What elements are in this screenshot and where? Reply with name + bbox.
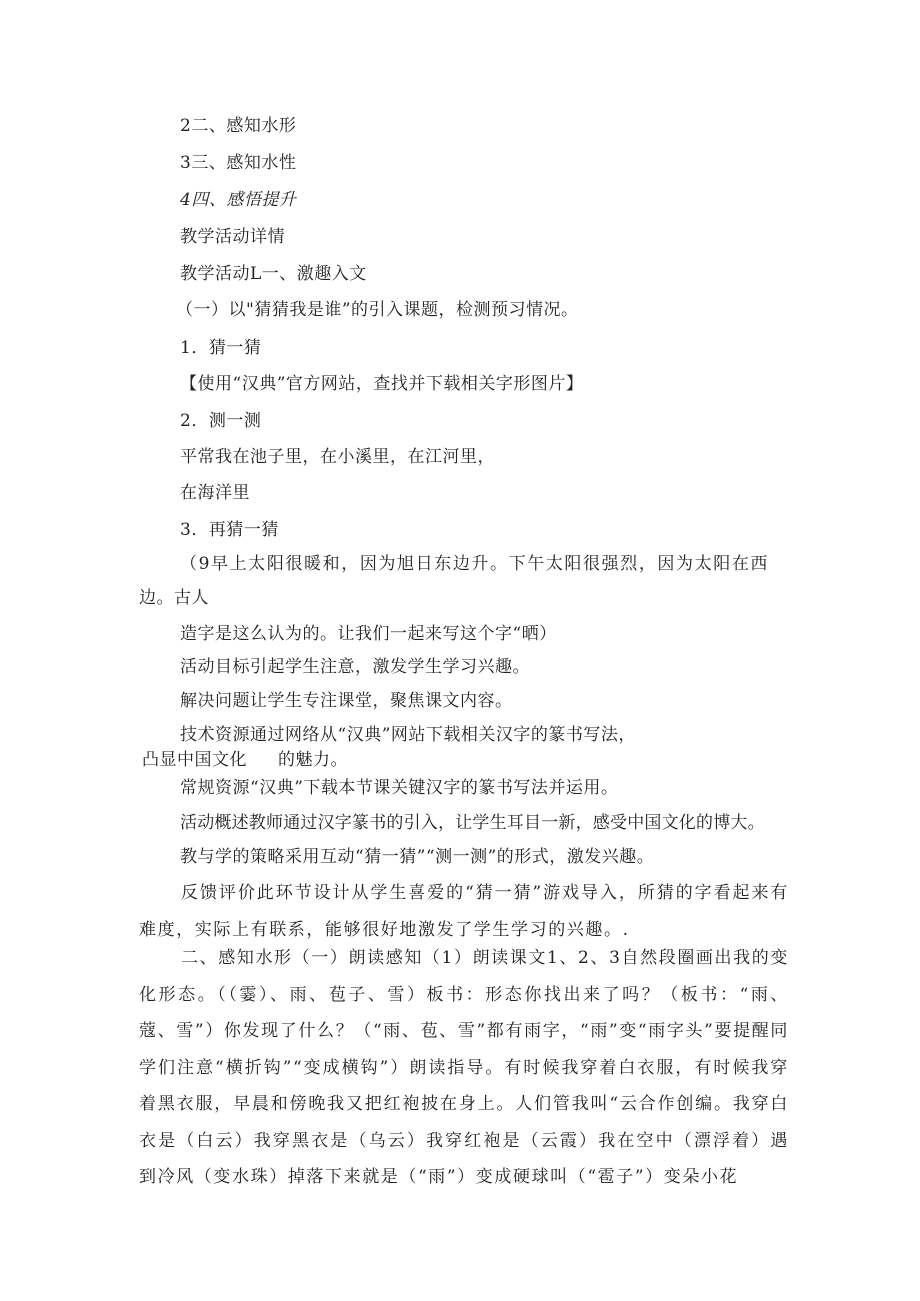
activity-goal: 活动目标引起学生注意，激发学生学习兴趣。 bbox=[180, 657, 530, 677]
feedback-paragraph: 反馈评价此环节设计从学生喜爱的“猜一猜”游戏导入，所猜的字看起来有难度，实际上有联系，能够很好地激发了学生学习的兴趣。. bbox=[139, 883, 789, 940]
guess-line-1: （9早上太阳很暖和，因为旭日东边升。下午太阳很强烈，因为太阳在西 bbox=[180, 554, 770, 574]
riddle-line-2: 在海洋里 bbox=[180, 483, 250, 503]
guess-line-3: 造字是这么认为的。让我们一起来写这个字“晒） bbox=[180, 624, 557, 644]
guess-line-2: 边。古人 bbox=[139, 588, 209, 608]
problem-solved: 解决问题让学生专注课堂，聚焦课文内容。 bbox=[180, 691, 513, 711]
section-title: 教学活动详情 bbox=[180, 227, 285, 247]
regular-resource: 常规资源“汉典”下载本节课关键汉字的篆书写法并运用。 bbox=[180, 778, 619, 798]
step-3-heading: 3．再猜一猜 bbox=[180, 520, 279, 540]
activity-title: 教学活动L一、激趣入文 bbox=[180, 264, 367, 284]
outline-item-3: 3三、感知水性 bbox=[180, 153, 297, 173]
teaching-strategy: 教与学的策略采用互动“猜一猜”“测一测”的形式，激发兴趣。 bbox=[180, 847, 655, 867]
resource-note: 【使用“汉典”官方网站，查找并下载相关字形图片】 bbox=[180, 374, 584, 394]
tech-resource-line-2b: 的魅力。 bbox=[278, 750, 348, 770]
activity-overview: 活动概述教师通过汉字篆书的引入，让学生耳目一新，感受中国文化的博大。 bbox=[180, 813, 765, 833]
step-1-heading: 1．猜一猜 bbox=[180, 338, 262, 358]
step-2-heading: 2．测一测 bbox=[180, 411, 262, 431]
riddle-line-1: 平常我在池子里，在小溪里，在江河里， bbox=[180, 447, 495, 467]
outline-item-2: 2二、感知水形 bbox=[180, 116, 297, 136]
tech-resource-line-1: 技术资源通过网络从“汉典”网站下载相关汉字的篆书写法， bbox=[180, 725, 636, 745]
outline-item-4: 4四、感悟提升 bbox=[180, 190, 297, 210]
intro-line: （一）以"猜猜我是谁”的引入课题，检测预习情况。 bbox=[176, 300, 579, 320]
section-2-paragraph: 二、感知水形（一）朗读感知（1）朗读课文1、2、3自然段圈画出我的变化形态。（（霎）、雨、苞子、雪）板书：形态你找出来了吗？（板书：“雨、蔻、雪”）你发现了什么？（“雨、苞、雪”都有雨字，“雨”变“雨字头”要提醒同学们注意“横折钩”“变成横钩”）朗读指导。有时候我穿着白衣服，有时候我穿着黑衣服，早晨和傍晚我又把红袍披在身上。人们管我叫“云合作创编。我穿白衣是（白云）我穿黑衣是（乌云）我穿红袍是（云霞）我在空中（漂浮着）遇到冷风（变水珠）掉落下来就是（“雨”）变成硬球叫（“雹子”）变朵小花 bbox=[139, 948, 789, 1187]
tech-resource-line-2a: 凸显中国文化 bbox=[142, 750, 247, 770]
